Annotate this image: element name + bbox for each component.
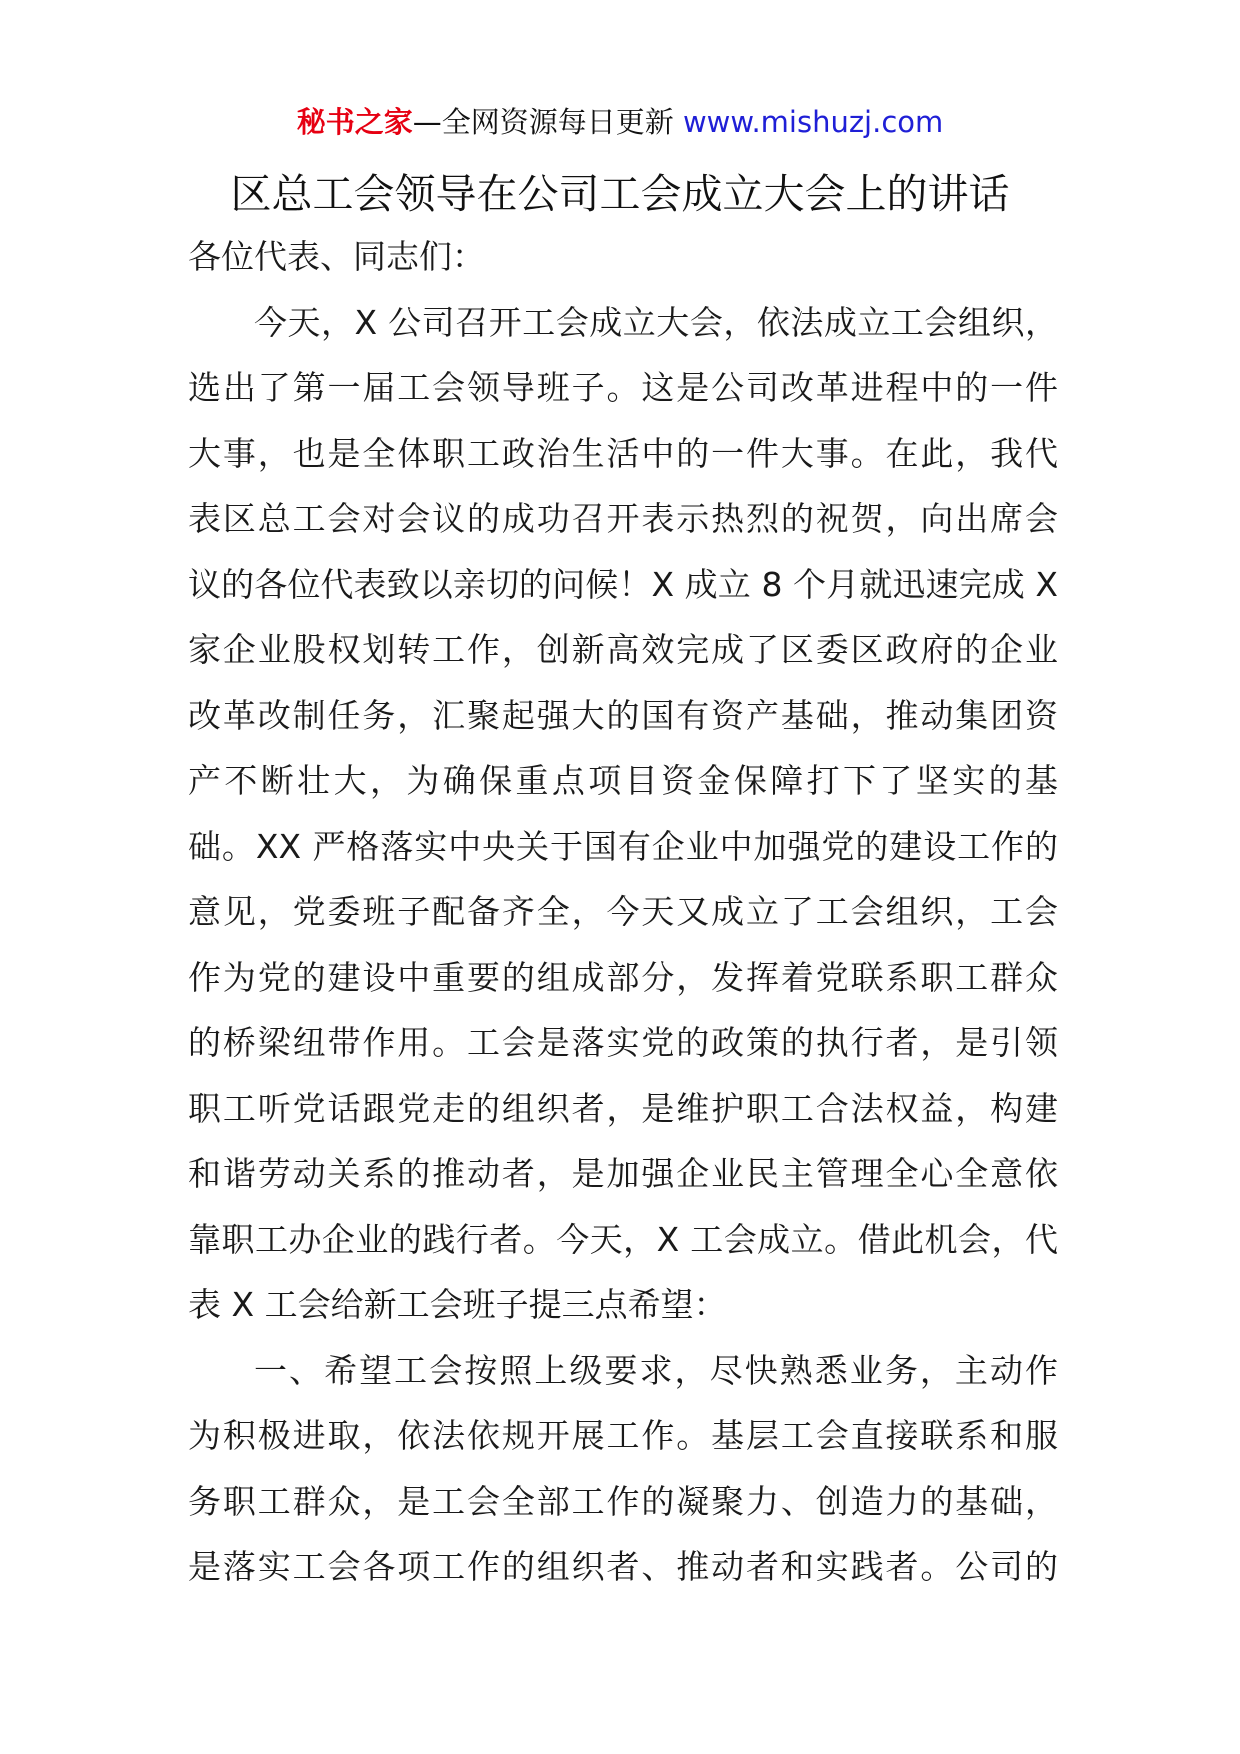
paragraph-line: 的桥梁纽带作用。工会是落实党的政策的执行者，是引领 <box>188 1023 1058 1062</box>
paragraph-line: 改革改制任务，汇聚起强大的国有资产基础，推动集团资 <box>188 695 1058 735</box>
speech-body <box>188 224 1058 1600</box>
paragraph-line: 表区总工会对会议的成功召开表示热烈的祝贺，向出席会 <box>188 499 1058 538</box>
paragraph-line: 和谐劳动关系的推动者，是加强企业民主管理全心全意依 <box>188 1154 1058 1193</box>
paragraph-line: 家企业股权划转工作，创新高效完成了区委区政府的企业 <box>188 630 1058 669</box>
header-tagline: —全网资源每日更新 <box>412 105 674 139</box>
paragraph-line: 职工听党话跟党走的组织者，是维护职工合法权益，构建 <box>188 1088 1058 1128</box>
paragraph-line: 作为党的建设中重要的组成部分，发挥着党联系职工群众 <box>188 957 1058 997</box>
paragraph-line: 议的各位代表致以亲切的问候！X 成立 8 个月就迅速完成 X <box>188 564 1058 604</box>
salutation: 各位代表、同志们： <box>188 237 485 276</box>
paragraph-line: 产不断壮大，为确保重点项目资金保障打下了坚实的基 <box>188 761 1058 800</box>
paragraph-line: 意见，党委班子配备齐全，今天又成立了工会组织，工会 <box>188 892 1058 931</box>
paragraph-line: 一、希望工会按照上级要求，尽快熟悉业务，主动作 <box>254 1350 1058 1390</box>
paragraph-line: 础。XX 严格落实中央关于国有企业中加强党的建设工作的 <box>188 826 1058 866</box>
brand-name: 秘书之家 <box>296 105 413 139</box>
paragraph-line: 大事，也是全体职工政治生活中的一件大事。在此，我代 <box>188 433 1058 473</box>
paragraph-line: 靠职工办企业的践行者。今天，X 工会成立。借此机会，代 <box>188 1219 1058 1259</box>
site-url-link[interactable]: www.mishuzj.com <box>682 105 944 139</box>
document-title: 区总工会领导在公司工会成立大会上的讲话 <box>230 170 1010 218</box>
paragraph-line: 今天，X 公司召开工会成立大会，依法成立工会组织， <box>254 302 1058 342</box>
site-header <box>0 102 1240 142</box>
paragraph-line: 为积极进取，依法依规开展工作。基层工会直接联系和服 <box>188 1416 1058 1455</box>
paragraph-line: 选出了第一届工会领导班子。这是公司改革进程中的一件 <box>188 368 1058 407</box>
paragraph-line: 是落实工会各项工作的组织者、推动者和实践者。公司的 <box>188 1547 1058 1586</box>
paragraph-line: 表 X 工会给新工会班子提三点希望： <box>188 1285 727 1324</box>
paragraph-line: 务职工群众，是工会全部工作的凝聚力、创造力的基础， <box>188 1481 1058 1521</box>
